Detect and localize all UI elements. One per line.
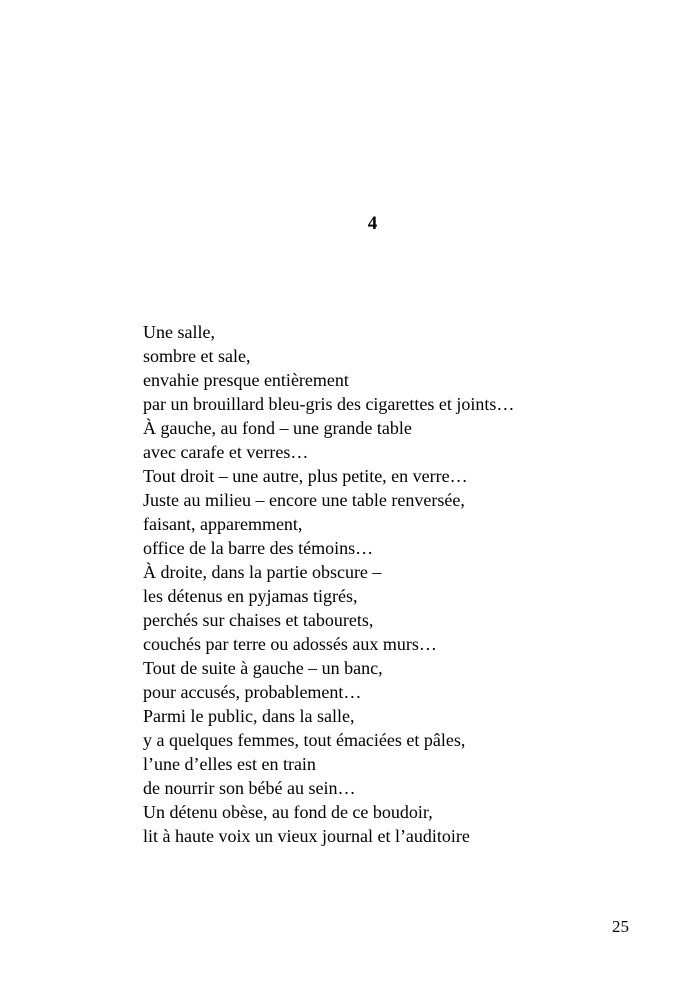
- poem-line: y a quelques femmes, tout émaciées et pâles,: [143, 730, 466, 750]
- poem-line: Juste au milieu – encore une table renversée,: [143, 490, 465, 510]
- page-number: 25: [612, 917, 629, 936]
- poem-line: sombre et sale,: [143, 346, 251, 366]
- poem-line: pour accusés, probablement…: [143, 682, 362, 702]
- poem-line: office de la barre des témoins…: [143, 538, 374, 558]
- chapter-number: 4: [367, 213, 378, 234]
- poem-line: de nourrir son bébé au sein…: [143, 778, 356, 798]
- poem-line: À droite, dans la partie obscure –: [143, 562, 382, 582]
- poem-line: par un brouillard bleu-gris des cigarettes et joints…: [143, 394, 515, 414]
- poem-line: Parmi le public, dans la salle,: [143, 706, 355, 726]
- poem-line: lit à haute voix un vieux journal et l’auditoire: [143, 826, 470, 846]
- poem-line: les détenus en pyjamas tigrés,: [143, 586, 358, 606]
- poem-line: perchés sur chaises et tabourets,: [143, 610, 374, 630]
- poem-line: À gauche, au fond – une grande table: [143, 418, 412, 438]
- poem-line: couchés par terre ou adossés aux murs…: [143, 634, 437, 654]
- poem-line: Une salle,: [143, 322, 215, 342]
- poem-line: avec carafe et verres…: [143, 442, 309, 462]
- poem-line: l’une d’elles est en train: [143, 754, 316, 774]
- poem-line: Tout droit – une autre, plus petite, en verre…: [143, 466, 468, 486]
- poem-line: Un détenu obèse, au fond de ce boudoir,: [143, 802, 433, 822]
- poem-line: Tout de suite à gauche – un banc,: [143, 658, 383, 678]
- poem-body: [143, 320, 663, 848]
- poem-line: faisant, apparemment,: [143, 514, 303, 534]
- poem-line: envahie presque entièrement: [143, 370, 349, 390]
